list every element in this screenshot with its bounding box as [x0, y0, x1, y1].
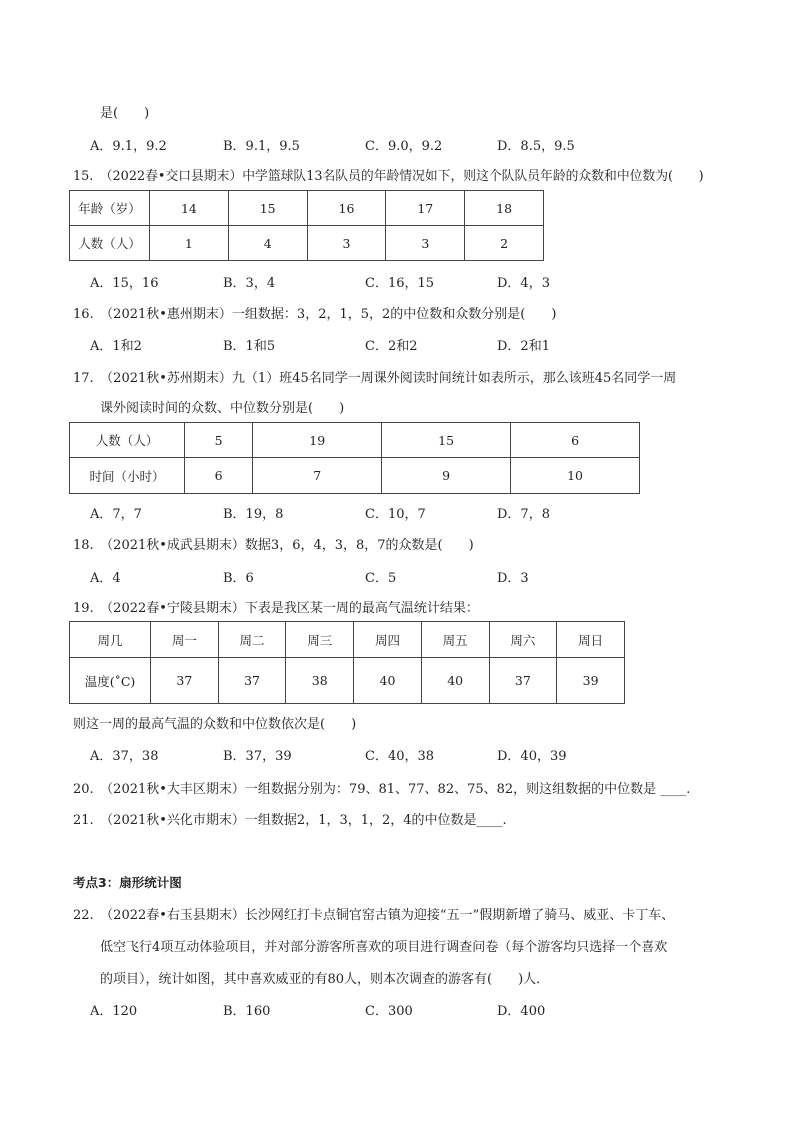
table-cell: 1 [150, 226, 229, 261]
table-cell: 4 [228, 226, 307, 261]
q14-stem-tail: 是( ) [100, 106, 150, 121]
table-cell: 37 [489, 658, 557, 704]
table-cell: 2 [465, 226, 544, 261]
table-cell: 5 [185, 423, 253, 458]
table-cell: 18 [465, 191, 544, 226]
q20-stem: 20. （2021秋•大丰区期末）一组数据分别为：79、81、77、82、75、82，则这组数据的中位数是 ____. [73, 782, 691, 797]
table-cell: 3 [307, 226, 386, 261]
q19-stem: 19. （2022春•宁陵县期末）下表是我区某一周的最高气温统计结果： [73, 601, 479, 616]
q15-stem: 15. （2022春•交口县期末）中学篮球队13名队员的年龄情况如下，则这个队队员年龄的众数和中位数为( ) [73, 169, 704, 184]
table-cell: 周三 [286, 622, 354, 658]
table-cell: 37 [218, 658, 286, 704]
q14-option-a[interactable]: A．9.1，9.2 [90, 139, 167, 154]
table-cell: 15 [382, 423, 511, 458]
q18-option-d[interactable]: D．3 [497, 571, 529, 586]
table-cell: 10 [511, 458, 640, 494]
q18-stem: 18. （2021秋•成武县期末）数据3，6，4，3，8，7的众数是( ) [73, 538, 474, 553]
q17-option-a[interactable]: A．7，7 [90, 507, 142, 522]
q17-option-c[interactable]: C．10，7 [365, 507, 426, 522]
table-cell: 39 [557, 658, 625, 704]
q19-stem-line2: 则这一周的最高气温的众数和中位数依次是( ) [73, 717, 357, 732]
table-cell: 周六 [489, 622, 557, 658]
q16-option-d[interactable]: D．2和1 [497, 339, 550, 354]
table-cell: 17 [386, 191, 465, 226]
q15-option-d[interactable]: D．4，3 [497, 276, 550, 291]
table-cell: 6 [185, 458, 253, 494]
q21-stem: 21. （2021秋•兴化市期末）一组数据2，1，3，1，2，4的中位数是____. [73, 813, 507, 828]
q17-stem-line2: 课外阅读时间的众数、中位数分别是( ) [100, 401, 345, 416]
q17-header-time: 时间（小时） [70, 458, 185, 494]
table-cell: 周日 [557, 622, 625, 658]
q14-option-d[interactable]: D．8.5，9.5 [497, 139, 575, 154]
q16-option-c[interactable]: C．2和2 [365, 339, 418, 354]
table-cell: 14 [150, 191, 229, 226]
table-cell: 40 [421, 658, 489, 704]
q22-option-b[interactable]: B．160 [223, 1004, 271, 1019]
q19-option-d[interactable]: D．40，39 [497, 749, 567, 764]
table-cell: 19 [253, 423, 382, 458]
table-cell: 周二 [218, 622, 286, 658]
table-cell: 周五 [421, 622, 489, 658]
q17-stem-line1: 17. （2021秋•苏州期末）九（1）班45名同学一周课外阅读时间统计如表所示，那么该班45名同学一周 [73, 371, 677, 386]
table-cell: 37 [151, 658, 219, 704]
q17-header-count: 人数（人） [70, 423, 185, 458]
q19-option-c[interactable]: C．40，38 [365, 749, 435, 764]
table-cell: 7 [253, 458, 382, 494]
q16-option-a[interactable]: A．1和2 [90, 339, 142, 354]
q19-option-b[interactable]: B．37，39 [223, 749, 292, 764]
q18-option-b[interactable]: B．6 [223, 571, 254, 586]
q17-option-b[interactable]: B．19，8 [223, 507, 284, 522]
q16-option-b[interactable]: B．1和5 [223, 339, 276, 354]
q22-option-a[interactable]: A．120 [90, 1004, 138, 1019]
table-cell: 3 [386, 226, 465, 261]
q18-option-c[interactable]: C．5 [365, 571, 397, 586]
q16-stem: 16. （2021秋•惠州期末）一组数据：3，2，1，5，2的中位数和众数分别是( ) [73, 307, 557, 322]
q15-table [69, 190, 544, 261]
q22-option-d[interactable]: D．400 [497, 1004, 546, 1019]
q22-option-c[interactable]: C．300 [365, 1004, 413, 1019]
q19-table [69, 621, 625, 704]
q19-header-day: 周几 [70, 622, 151, 658]
q19-option-a[interactable]: A．37，38 [90, 749, 159, 764]
q15-option-c[interactable]: C．16，15 [365, 276, 435, 291]
q15-option-a[interactable]: A．15，16 [90, 276, 159, 291]
table-cell: 15 [228, 191, 307, 226]
q14-option-b[interactable]: B．9.1，9.5 [223, 139, 300, 154]
table-cell: 9 [382, 458, 511, 494]
table-cell: 40 [354, 658, 422, 704]
q17-option-d[interactable]: D．7，8 [497, 507, 550, 522]
q22-stem-line2: 低空飞行4项互动体验项目，并对部分游客所喜欢的项目进行调查问卷（每个游客均只选择一个喜欢 [100, 940, 668, 955]
table-cell: 38 [286, 658, 354, 704]
table-cell: 周四 [354, 622, 422, 658]
q22-stem-line1: 22. （2022春•右玉县期末）长沙网红打卡点铜官窑古镇为迎接“五一”假期新增了骑马、威亚、卡丁车、 [73, 908, 675, 923]
q15-option-b[interactable]: B．3，4 [223, 276, 276, 291]
q15-header-count: 人数（人） [70, 226, 150, 261]
section-title: 考点3：扇形统计图 [73, 875, 182, 890]
table-cell: 6 [511, 423, 640, 458]
q18-option-a[interactable]: A．4 [90, 571, 121, 586]
q17-table [69, 422, 640, 494]
q14-option-c[interactable]: C．9.0，9.2 [365, 139, 443, 154]
q15-header-age: 年龄（岁） [70, 191, 150, 226]
table-cell: 16 [307, 191, 386, 226]
q22-stem-line3: 的项目），统计如图，其中喜欢威亚的有80人，则本次调查的游客有( )人． [100, 972, 550, 987]
q19-header-temperature: 温度(˚C) [70, 658, 151, 704]
table-cell: 周一 [151, 622, 219, 658]
